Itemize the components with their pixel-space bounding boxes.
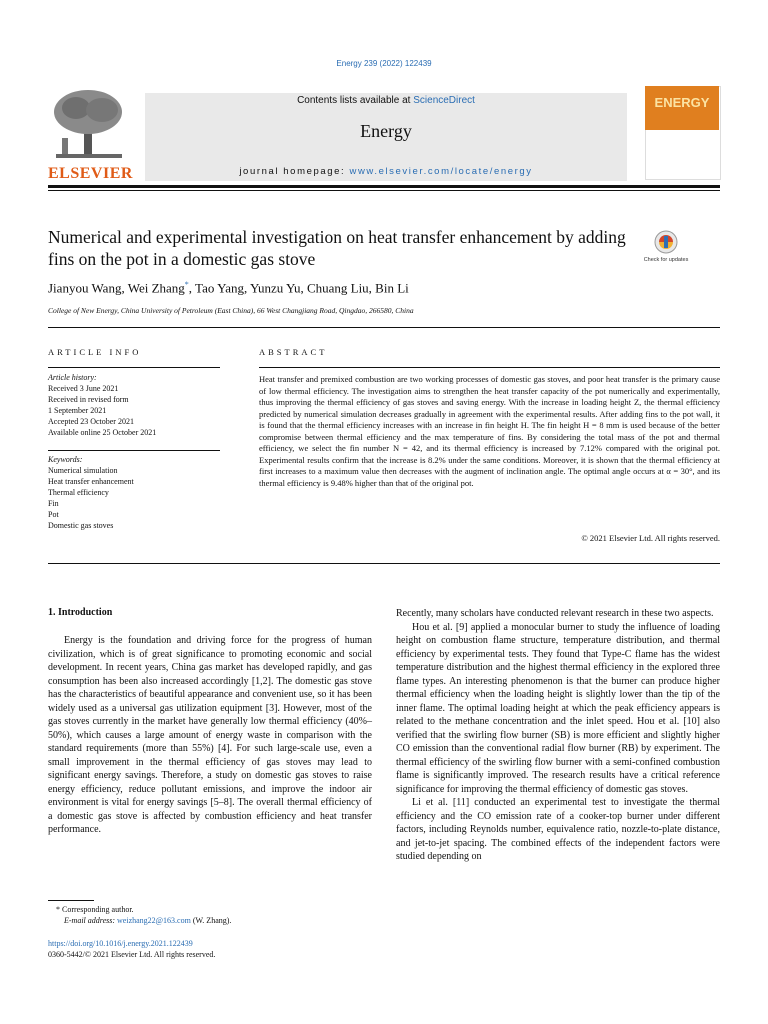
article-history bbox=[48, 372, 220, 438]
authors-before: Jianyou Wang, Wei Zhang bbox=[48, 280, 185, 296]
body-paragraph: Li et al. [11] conducted an experimental test to investigate the thermal efficiency and the CO emission rate of a cooker-top burner under different factors, including Reynolds number, equivalence ratio, nozzle-to-plate distance, and jet-to-jet spacing. The combined effects of the independent factors were studied depending on bbox=[396, 797, 720, 862]
history-item: 1 September 2021 bbox=[48, 406, 107, 415]
history-item: Accepted 23 October 2021 bbox=[48, 417, 134, 426]
homepage-prefix: journal homepage: bbox=[239, 166, 350, 177]
keyword: Numerical simulation bbox=[48, 466, 118, 475]
keyword: Pot bbox=[48, 510, 59, 519]
affiliation-divider bbox=[48, 327, 720, 328]
footnote-rule bbox=[48, 900, 94, 901]
journal-title: Energy bbox=[360, 121, 412, 141]
sciencedirect-link[interactable]: ScienceDirect bbox=[413, 95, 475, 106]
journal-cover-title: ENERGY bbox=[654, 95, 710, 110]
corresponding-label: Corresponding author. bbox=[62, 905, 134, 914]
footnote-mark: * bbox=[56, 905, 60, 914]
abstract-text: Heat transfer and premixed combustion are two working processes of domestic gas stoves, and poor heat transfer is the primary cause of low thermal efficiency. The investigation aims to strengthen the heat transfer capacity of the pot numerically and experimentally, thus improving the thermal efficiency of gas stoves and saving energy. With the increase in loading height Z, the thermal efficiency predicted by numerical simulation decreases gradually in agreement with the experimental results. After adding fins to the pot wall, it is found that the thermal efficiency increases with an increase in fin height H. The fin height H = 8 mm is used because of the better compromise between thermal efficiency and the max temperature of fins. By considering the total mass of the pot and thermal efficiency, we select the fin number N = 42, and its thermal efficiency is increased by 7.12% compared with the original pot. Experimental results confirm that the increase is 8.2% under the same conditions. Moreover, it is shown that the thermal efficiency at first increases to a maximum value then decreases with the augment of inclination angle. The optimal angle occurs at α = 30°, and its thermal efficiency is 9.48% higher than that of the original pot. bbox=[259, 374, 720, 488]
article-info-heading: ARTICLE INFO bbox=[48, 347, 142, 357]
footnote bbox=[56, 904, 376, 926]
body-paragraph: Energy is the foundation and driving force for the progress of human civilization, which is of great significance to promoting economic and social development. In recent years, China gas market has developed rapidly, and gas consumption has been also increased accordingly [1,2]. The domestic gas stove has the characteristics of beautiful appearance and convenient use, so it has been widely used as a universal gas utilization equipment [3]. However, most of the gas stoves currently in the market have generally low thermal efficiency (40%–50%), which causes a large amount of energy waste in comparison with the standard requirements (more than 55%) [4]. For such large-scale use, even a small improvement in the thermal efficiency of gas stoves may lead to significant energy savings. Therefore, a study on domestic gas stoves to raise energy efficiency, reduce pollutant emissions, and improve the indoor air environment is vital for energy savings [5–8]. The overall thermal efficiency of a domestic gas stove is affected by combustion efficiency and heat transfer performance. bbox=[48, 635, 372, 835]
body-column-left bbox=[48, 634, 372, 837]
history-item: Received 3 June 2021 bbox=[48, 384, 119, 393]
article-title: Numerical and experimental investigation on heat transfer enhancement by adding fins on the pot in a domestic gas stove bbox=[48, 227, 626, 269]
contents-prefix: Contents lists available at bbox=[297, 95, 414, 106]
body-column-right bbox=[396, 607, 720, 864]
corresponding-author-mark[interactable]: * bbox=[184, 280, 189, 289]
keyword: Fin bbox=[48, 499, 59, 508]
abstract-copyright: © 2021 Elsevier Ltd. All rights reserved. bbox=[581, 533, 720, 543]
history-item: Received in revised form bbox=[48, 395, 129, 404]
keywords-label: Keywords: bbox=[48, 455, 83, 464]
history-item: Available online 25 October 2021 bbox=[48, 428, 157, 437]
email-link[interactable]: weizhang22@163.com bbox=[117, 916, 191, 925]
author-list bbox=[48, 280, 648, 296]
keyword: Heat transfer enhancement bbox=[48, 477, 134, 486]
keywords bbox=[48, 454, 220, 531]
doi-block bbox=[48, 938, 368, 960]
body-paragraph: Hou et al. [9] applied a monocular burner to study the influence of loading height on combustion flame structure, temperature distribution, and thermal efficiency by experimental tests. They found that Type-C flame has the widest temperature distribution and the highest thermal efficiency in the explored three flame types. An interesting phenomenon is that the burner can produce higher thermal efficiency when the loading height is slightly lower than the tip of the inner flame. The optimal loading height at which the peak efficiency appears is related to the methane concentration and the inlet speed. Hou et al. [10] also verified that the swirling flow burner (SB) is more efficient and slightly higher CO emission than the conventional radial flow burner (RB) by experiment. The thermal efficiency of the swirling flow burner with a semi-confined combustion flame is significantly improved. The research results have a critical reference significance for improving the thermal efficiency of domestic gas stoves. bbox=[396, 621, 720, 795]
issn-line: 0360-5442/© 2021 Elsevier Ltd. All rights reserved. bbox=[48, 950, 216, 959]
contents-line bbox=[145, 95, 627, 106]
abstract-rule bbox=[259, 367, 720, 368]
corresponding-author-note bbox=[56, 904, 376, 915]
article-info-mid-rule bbox=[48, 450, 220, 451]
journal-homepage-link[interactable]: www.elsevier.com/locate/energy bbox=[349, 166, 533, 177]
affiliation: College of New Energy, China University of Petroleum (East China), 66 West Changjiang Road, Qingdao, 266580, China bbox=[48, 306, 414, 315]
email-line bbox=[56, 915, 376, 926]
header-divider-thin bbox=[48, 190, 720, 191]
email-suffix: (W. Zhang). bbox=[192, 916, 232, 925]
history-label: Article history: bbox=[48, 373, 97, 382]
abstract-divider bbox=[48, 563, 720, 564]
header-divider bbox=[48, 185, 720, 188]
email-label: E-mail address: bbox=[64, 916, 116, 925]
crossmark-label: Check for updates bbox=[643, 257, 689, 263]
keyword: Domestic gas stoves bbox=[48, 521, 114, 530]
crossmark-icon[interactable] bbox=[643, 229, 689, 267]
body-paragraph: Recently, many scholars have conducted relevant research in these two aspects. bbox=[396, 608, 714, 619]
article-info-rule bbox=[48, 367, 220, 368]
journal-citation[interactable]: Energy 239 (2022) 122439 bbox=[336, 59, 432, 68]
abstract-heading: ABSTRACT bbox=[259, 347, 328, 357]
section-heading-introduction: 1. Introduction bbox=[48, 607, 113, 618]
keyword: Thermal efficiency bbox=[48, 488, 109, 497]
doi-link[interactable]: https://doi.org/10.1016/j.energy.2021.122439 bbox=[48, 939, 193, 948]
homepage-line bbox=[145, 166, 627, 177]
authors-after: , Tao Yang, Yunzu Yu, Chuang Liu, Bin Li bbox=[188, 280, 409, 296]
elsevier-wordmark: ELSEVIER bbox=[48, 165, 133, 182]
